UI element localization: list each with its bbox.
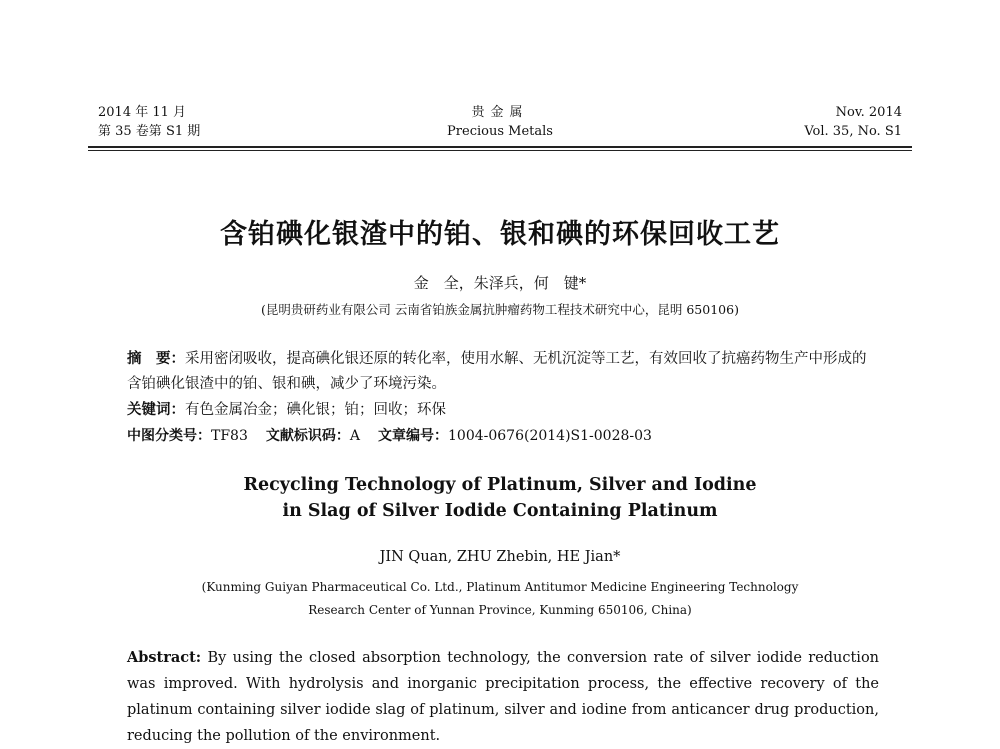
classification-line [127,424,877,449]
header-date-cn: 2014 年 11 月 [98,105,187,120]
abstract-cn [127,347,877,397]
doc-code-value: A [349,428,360,444]
clc-value: TF83 [211,428,248,444]
header-date-en: Nov. 2014 [835,105,902,120]
affiliation-cn: (昆明贵研药业有限公司 云南省铂族金属抗肿瘤药物工程技术研究中心，昆明 650106) [261,302,739,317]
keywords-cn-text: 有色金属冶金；碘化银；铂；回收；环保 [185,402,446,418]
journal-name-cn: 贵金属 [471,105,529,120]
paper-title-cn: 含铂碘化银渣中的铂、银和碘的环保回收工艺 [220,219,780,250]
header-journal-name [98,103,902,141]
doc-code-label: 文献标识码： [265,428,350,444]
paper-title-en-line1: Recycling Technology of Platinum, Silver and Iodine [243,475,757,495]
header-volume-en: Vol. 35, No. S1 [804,124,902,139]
header-volume-cn: 第 35 卷第 S1 期 [98,124,201,139]
affiliation-en-line1: (Kunming Guiyan Pharmaceutical Co. Ltd., Platinum Antitumor Medicine Engineering Technology [201,580,799,594]
journal-name-en: Precious Metals [447,124,553,139]
running-header [98,103,902,145]
paper-title-en-line2: in Slag of Silver Iodide Containing Platinum [282,501,718,521]
keywords-cn-label: 关键词： [127,402,185,418]
keywords-cn [127,398,877,423]
affiliation-en-line2: Research Center of Yunnan Province, Kunming 650106, China) [308,603,692,617]
abstract-cn-text: 采用密闭吸收，提高碘化银还原的转化率，使用水解、无机沉淀等工艺，有效回收了抗癌药物生产中形成的含铂碘化银渣中的铂、银和碘，减少了环境污染。 [127,351,867,392]
affiliation-en [0,576,1000,622]
header-rule-thick [88,146,912,148]
header-rule-thin [88,150,912,151]
clc-label: 中图分类号： [127,428,211,444]
article-number-value: 1004-0676(2014)S1-0028-03 [448,428,652,444]
header-date-volume-en [804,103,902,141]
paper-title-en [0,472,1000,524]
abstract-en [127,645,879,749]
abstract-en-text: By using the closed absorption technology, the conversion rate of silver iodide reduction was improved. With hydrolysis and inorganic precipitation process, the effective recovery of the platinum containing silver iodide slag of platinum, silver and iodine from anticancer drug production, reducing the pollution of the environment. [127,650,880,744]
authors-en: JIN Quan, ZHU Zhebin, HE Jian* [379,549,621,565]
authors-cn: 金 全，朱泽兵，何 键* [413,274,587,292]
abstract-en-label: Abstract: [127,649,202,666]
abstract-cn-label: 摘 要： [127,351,185,367]
article-number-label: 文章编号： [378,428,448,444]
